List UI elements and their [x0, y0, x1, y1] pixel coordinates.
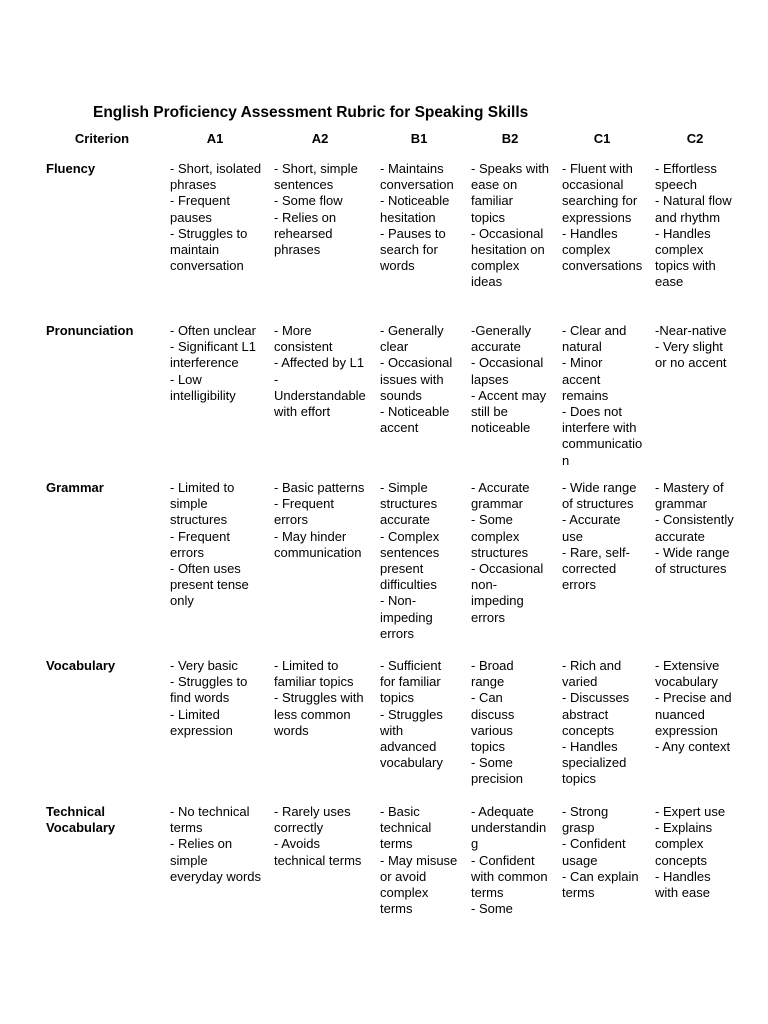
criterion-fluency: Fluency: [46, 161, 96, 176]
cell-technical-vocabulary-a1: - No technical terms - Relies on simple everyday words: [170, 804, 262, 884]
cell-vocabulary-c2: - Extensive vocabulary - Precise and nuanced expression - Any context: [655, 658, 732, 755]
cell-vocabulary-a2: - Limited to familiar topics - Struggles with less common words: [274, 658, 364, 738]
cell-technical-vocabulary-b2: - Adequate understandin g - Confident with common terms - Some: [471, 804, 548, 917]
cell-fluency-c1: - Fluent with occasional searching for expressions - Handles complex conversations: [562, 161, 643, 274]
header-c1: C1: [593, 131, 611, 146]
header-b2: B2: [501, 131, 519, 146]
cell-pronunciation-a2: - More consistent - Affected by L1 - Understandable with effort: [274, 323, 366, 420]
cell-pronunciation-c1: - Clear and natural - Minor accent remains - Does not interfere with communicatio n: [562, 323, 643, 468]
cell-technical-vocabulary-a2: - Rarely uses correctly - Avoids technical terms: [274, 804, 362, 868]
cell-grammar-a1: - Limited to simple structures - Frequent errors - Often uses present tense only: [170, 480, 249, 609]
cell-vocabulary-c1: - Rich and varied - Discusses abstract concepts - Handles specialized topics: [562, 658, 630, 787]
cell-pronunciation-c2: -Near-native - Very slight or no accent: [655, 323, 727, 371]
header-criterion: Criterion: [74, 131, 130, 146]
cell-technical-vocabulary-c1: - Strong grasp - Confident usage - Can explain terms: [562, 804, 639, 901]
criterion-pronunciation: Pronunciation: [46, 323, 134, 338]
cell-vocabulary-a1: - Very basic - Struggles to find words - Limited expression: [170, 658, 248, 738]
cell-grammar-c1: - Wide range of structures - Accurate use - Rare, self- corrected errors: [562, 480, 637, 593]
cell-fluency-c2: - Effortless speech - Natural flow and rhythm - Handles complex topics with ease: [655, 161, 732, 290]
document-title: English Proficiency Assessment Rubric for Speaking Skills: [93, 104, 529, 121]
cell-grammar-b2: - Accurate grammar - Some complex structures - Occasional non- impeding errors: [471, 480, 544, 625]
cell-pronunciation-a1: - Often unclear - Significant L1 interference - Low intelligibility: [170, 323, 256, 403]
cell-technical-vocabulary-b1: - Basic technical terms - May misuse or avoid complex terms: [380, 804, 458, 917]
cell-pronunciation-b2: -Generally accurate - Occasional lapses - Accent may still be noticeable: [471, 323, 547, 436]
header-b1: B1: [410, 131, 428, 146]
criterion-technical-vocabulary: Technical Vocabulary: [46, 804, 116, 836]
cell-technical-vocabulary-c2: - Expert use - Explains complex concepts - Handles with ease: [655, 804, 726, 901]
cell-fluency-a1: - Short, isolated phrases - Frequent pauses - Struggles to maintain conversation: [170, 161, 262, 274]
cell-fluency-b2: - Speaks with ease on familiar topics - Occasional hesitation on complex ideas: [471, 161, 550, 290]
header-a2: A2: [311, 131, 329, 146]
cell-vocabulary-b2: - Broad range - Can discuss various topics - Some precision: [471, 658, 524, 787]
cell-fluency-b1: - Maintains conversation - Noticeable hesitation - Pauses to search for words: [380, 161, 454, 274]
header-a1: A1: [206, 131, 224, 146]
criterion-vocabulary: Vocabulary: [46, 658, 116, 673]
cell-grammar-c2: - Mastery of grammar - Consistently accurate - Wide range of structures: [655, 480, 734, 577]
criterion-grammar: Grammar: [46, 480, 104, 495]
cell-pronunciation-b1: - Generally clear - Occasional issues with sounds - Noticeable accent: [380, 323, 453, 436]
cell-grammar-b1: - Simple structures accurate - Complex sentences present difficulties - Non- impeding errors: [380, 480, 440, 641]
cell-vocabulary-b1: - Sufficient for familiar topics - Struggles with advanced vocabulary: [380, 658, 443, 771]
cell-fluency-a2: - Short, simple sentences - Some flow - Relies on rehearsed phrases: [274, 161, 358, 258]
cell-grammar-a2: - Basic patterns - Frequent errors - May hinder communication: [274, 480, 365, 560]
header-c2: C2: [686, 131, 704, 146]
